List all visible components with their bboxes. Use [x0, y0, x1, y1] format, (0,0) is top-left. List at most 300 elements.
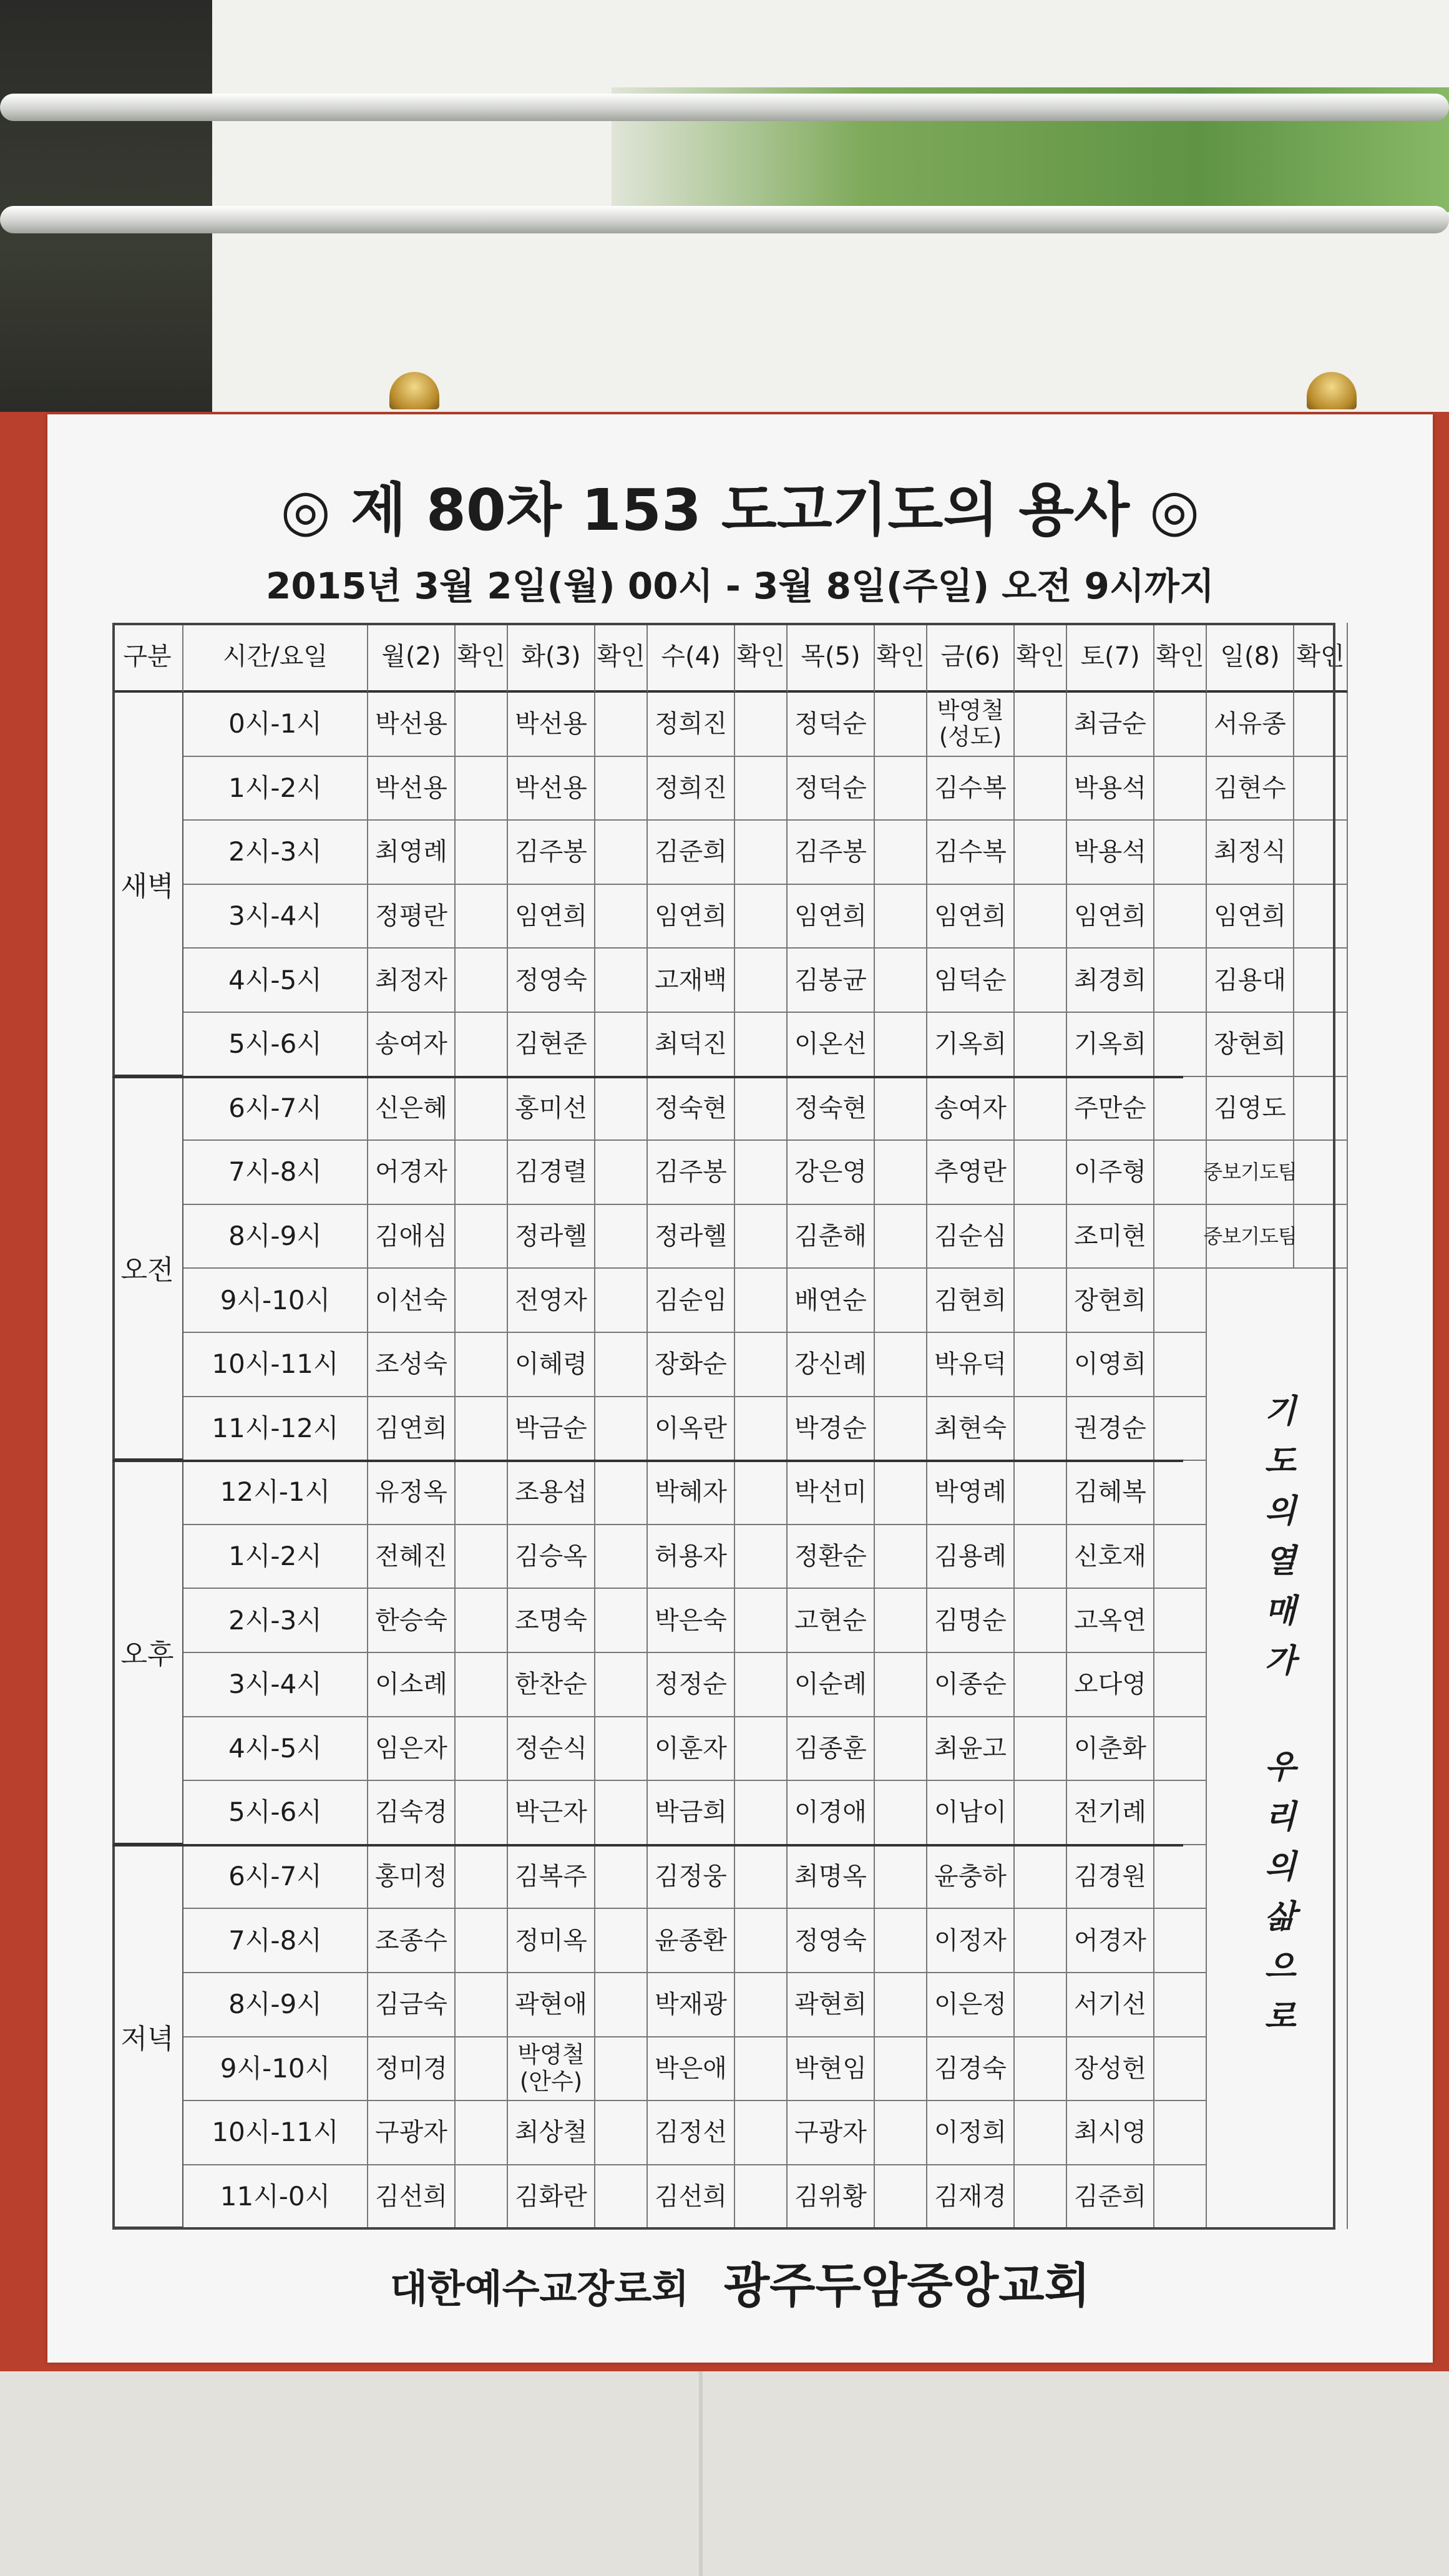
check-cell [1015, 1653, 1067, 1717]
schedule-cell-sat: 장현희 [1067, 1269, 1154, 1333]
tile-seam [699, 2371, 703, 2576]
check-cell [1294, 1205, 1348, 1269]
schedule-cell-tue: 김승옥 [508, 1525, 595, 1589]
time-slot-cell: 10시-11시 [183, 2101, 368, 2165]
schedule-cell-fri: 김재경 [927, 2165, 1015, 2230]
schedule-cell-wed: 정라헬 [648, 1205, 735, 1269]
check-cell [456, 821, 508, 885]
check-cell [735, 1397, 788, 1461]
curtain-rod-top [0, 94, 1449, 121]
schedule-cell-mon: 김선희 [368, 2165, 456, 2230]
check-cell [595, 1909, 648, 1973]
schedule-cell-mon: 김금숙 [368, 1973, 456, 2037]
check-cell [735, 1525, 788, 1589]
schedule-cell-tue: 김경렬 [508, 1141, 595, 1205]
schedule-cell-wed: 박은숙 [648, 1589, 735, 1653]
schedule-cell-sun: 김현수 [1207, 757, 1294, 821]
schedule-cell-tue: 박근자 [508, 1781, 595, 1845]
schedule-cell-sat: 임연희 [1067, 885, 1154, 949]
time-slot-cell: 1시-2시 [183, 1525, 368, 1589]
check-cell [456, 1525, 508, 1589]
time-slot-cell: 5시-6시 [183, 1781, 368, 1845]
check-cell [1294, 1013, 1348, 1077]
check-cell [735, 2101, 788, 2165]
schedule-cell-tue: 김화란 [508, 2165, 595, 2230]
check-cell [456, 1141, 508, 1205]
time-slot-cell: 2시-3시 [183, 821, 368, 885]
schedule-cell-fri: 김용례 [927, 1525, 1015, 1589]
check-cell [1294, 1141, 1348, 1205]
period-cell: 오후 [112, 1461, 183, 1845]
check-cell [735, 1781, 788, 1845]
schedule-cell-thu: 배연순 [788, 1269, 875, 1333]
schedule-cell-fri: 송여자 [927, 1077, 1015, 1141]
schedule-cell-thu: 김주봉 [788, 821, 875, 885]
schedule-cell-mon: 김숙경 [368, 1781, 456, 1845]
check-cell [456, 1013, 508, 1077]
check-cell [875, 885, 927, 949]
header-cell: 확인 [456, 623, 508, 693]
check-cell [735, 2037, 788, 2102]
check-cell [1015, 1845, 1067, 1910]
schedule-cell-thu: 김봉균 [788, 949, 875, 1013]
schedule-cell-wed: 박은애 [648, 2037, 735, 2102]
schedule-cell-fri: 기옥희 [927, 1013, 1015, 1077]
schedule-cell-mon: 조종수 [368, 1909, 456, 1973]
schedule-cell-tue: 박선용 [508, 757, 595, 821]
check-cell [1154, 1909, 1207, 1973]
schedule-cell-sun: 최정식 [1207, 821, 1294, 885]
check-cell [1154, 1077, 1207, 1141]
header-cell: 확인 [1294, 623, 1348, 693]
schedule-cell-fri: 임덕순 [927, 949, 1015, 1013]
check-cell [595, 1013, 648, 1077]
check-cell [875, 757, 927, 821]
schedule-cell-thu: 정영숙 [788, 1909, 875, 1973]
check-cell [595, 1077, 648, 1141]
header-cell: 수(4) [648, 623, 735, 693]
check-cell [1015, 949, 1067, 1013]
schedule-cell-mon: 정미경 [368, 2037, 456, 2102]
check-cell [735, 1461, 788, 1525]
check-cell [1015, 2037, 1067, 2102]
check-cell [875, 1333, 927, 1397]
check-cell [1294, 693, 1348, 757]
schedule-cell-tue: 정영숙 [508, 949, 595, 1013]
check-cell [1154, 2037, 1207, 2102]
check-cell [1154, 2101, 1207, 2165]
schedule-cell-sat: 박용석 [1067, 757, 1154, 821]
schedule-cell-thu: 정숙현 [788, 1077, 875, 1141]
check-cell [735, 693, 788, 757]
schedule-cell-mon: 홍미정 [368, 1845, 456, 1910]
schedule-cell-tue: 임연희 [508, 885, 595, 949]
check-cell [735, 885, 788, 949]
schedule-cell-mon: 송여자 [368, 1013, 456, 1077]
check-cell [595, 885, 648, 949]
check-cell [735, 1589, 788, 1653]
schedule-cell-thu: 김종훈 [788, 1717, 875, 1782]
schedule-cell-fri: 이정자 [927, 1909, 1015, 1973]
check-cell [1154, 1717, 1207, 1782]
header-cell: 시간/요일 [183, 623, 368, 693]
schedule-cell-fri: 임연희 [927, 885, 1015, 949]
schedule-cell-wed: 이옥란 [648, 1397, 735, 1461]
check-cell [875, 949, 927, 1013]
schedule-cell-wed: 최덕진 [648, 1013, 735, 1077]
period-cell: 새벽 [112, 693, 183, 1077]
schedule-cell-fri: 최윤고 [927, 1717, 1015, 1782]
period-cell: 저녁 [112, 1845, 183, 2230]
schedule-cell-fri: 김현희 [927, 1269, 1015, 1333]
check-cell [735, 1141, 788, 1205]
schedule-cell-fri: 이은정 [927, 1973, 1015, 2037]
header-cell: 확인 [1154, 623, 1207, 693]
poster-subtitle: 2015년 3월 2일(월) 00시 - 3월 8일(주일) 오전 9시까지 [266, 565, 1214, 607]
check-cell [456, 1269, 508, 1333]
check-cell [735, 1205, 788, 1269]
time-slot-cell: 4시-5시 [183, 949, 368, 1013]
schedule-cell-wed: 임연희 [648, 885, 735, 949]
check-cell [1154, 1013, 1207, 1077]
check-cell [595, 1525, 648, 1589]
check-cell [875, 1781, 927, 1845]
schedule-cell-tue: 정라헬 [508, 1205, 595, 1269]
check-cell [875, 2165, 927, 2230]
schedule-cell-thu: 곽현희 [788, 1973, 875, 2037]
check-cell [1154, 1589, 1207, 1653]
schedule-cell-sat: 이주형 [1067, 1141, 1154, 1205]
check-cell [456, 1845, 508, 1910]
check-cell [1294, 885, 1348, 949]
poster-title: ◎ 제 80차 153 도고기도의 용사 ◎ [280, 477, 1200, 544]
schedule-cell-sun: 김영도 [1207, 1077, 1294, 1141]
schedule-cell-mon: 한승숙 [368, 1589, 456, 1653]
schedule-cell-thu: 박선미 [788, 1461, 875, 1525]
check-cell [456, 1653, 508, 1717]
time-slot-cell: 6시-7시 [183, 1845, 368, 1910]
header-cell: 금(6) [927, 623, 1015, 693]
schedule-cell-sat: 권경순 [1067, 1397, 1154, 1461]
schedule-cell-thu: 정덕순 [788, 693, 875, 757]
schedule-cell-thu: 김위황 [788, 2165, 875, 2230]
time-slot-cell: 6시-7시 [183, 1077, 368, 1141]
check-cell [595, 757, 648, 821]
check-cell [875, 1909, 927, 1973]
check-cell [875, 1205, 927, 1269]
check-cell [1154, 2165, 1207, 2230]
church-name: 광주두암중앙교회 [723, 2258, 1091, 2313]
schedule-cell-fri: 박영철 (성도) [927, 693, 1015, 757]
check-cell [595, 2101, 648, 2165]
schedule-cell-sat: 이영희 [1067, 1333, 1154, 1397]
check-cell [595, 693, 648, 757]
schedule-cell-tue: 곽현애 [508, 1973, 595, 2037]
check-cell [456, 1461, 508, 1525]
time-slot-cell: 9시-10시 [183, 2037, 368, 2102]
check-cell [595, 2165, 648, 2230]
header-cell: 확인 [735, 623, 788, 693]
schedule-cell-sat: 김혜복 [1067, 1461, 1154, 1525]
schedule-cell-mon: 어경자 [368, 1141, 456, 1205]
check-cell [595, 821, 648, 885]
time-slot-cell: 8시-9시 [183, 1205, 368, 1269]
schedule-cell-wed: 윤종환 [648, 1909, 735, 1973]
floor-tiles [0, 2371, 1449, 2576]
schedule-cell-tue: 김현준 [508, 1013, 595, 1077]
check-cell [1015, 1141, 1067, 1205]
schedule-cell-fri: 이남이 [927, 1781, 1015, 1845]
check-cell [735, 1717, 788, 1782]
schedule-cell-sat: 서기선 [1067, 1973, 1154, 2037]
check-cell [595, 1397, 648, 1461]
schedule-cell-mon: 임은자 [368, 1717, 456, 1782]
header-cell: 구분 [112, 623, 183, 693]
curtain-rod-bottom [0, 206, 1449, 233]
motto-line-1: 기도의열매가 [1258, 1393, 1295, 1694]
time-slot-cell: 3시-4시 [183, 885, 368, 949]
check-cell [595, 1781, 648, 1845]
check-cell [1154, 1397, 1207, 1461]
schedule-cell-wed: 정희진 [648, 693, 735, 757]
schedule-cell-fri: 최현숙 [927, 1397, 1015, 1461]
time-slot-cell: 11시-0시 [183, 2165, 368, 2230]
schedule-cell-wed: 박혜자 [648, 1461, 735, 1525]
check-cell [1015, 1333, 1067, 1397]
schedule-cell-mon: 조성숙 [368, 1333, 456, 1397]
check-cell [456, 757, 508, 821]
time-slot-cell: 1시-2시 [183, 757, 368, 821]
check-cell [735, 1973, 788, 2037]
schedule-cell-fri: 추영란 [927, 1141, 1015, 1205]
schedule-cell-thu: 박현임 [788, 2037, 875, 2102]
check-cell [1294, 949, 1348, 1013]
schedule-cell-fri: 김명순 [927, 1589, 1015, 1653]
check-cell [1154, 1973, 1207, 2037]
schedule-cell-thu: 정환순 [788, 1525, 875, 1589]
schedule-cell-tue: 최상철 [508, 2101, 595, 2165]
schedule-cell-tue: 박금순 [508, 1397, 595, 1461]
schedule-cell-sat: 최시영 [1067, 2101, 1154, 2165]
check-cell [1015, 1717, 1067, 1782]
check-cell [1015, 1013, 1067, 1077]
schedule-cell-fri: 이정희 [927, 2101, 1015, 2165]
schedule-cell-sat: 장성헌 [1067, 2037, 1154, 2102]
check-cell [1015, 693, 1067, 757]
schedule-cell-mon: 박선용 [368, 757, 456, 821]
schedule-cell-mon: 이선숙 [368, 1269, 456, 1333]
time-slot-cell: 8시-9시 [183, 1973, 368, 2037]
check-cell [1154, 885, 1207, 949]
check-cell [595, 1589, 648, 1653]
check-cell [1154, 1205, 1207, 1269]
check-cell [595, 1461, 648, 1525]
schedule-cell-sat: 최경희 [1067, 949, 1154, 1013]
time-slot-cell: 11시-12시 [183, 1397, 368, 1461]
check-cell [595, 1845, 648, 1910]
header-cell: 화(3) [508, 623, 595, 693]
schedule-cell-wed: 박재광 [648, 1973, 735, 2037]
schedule-cell-thu: 이순례 [788, 1653, 875, 1717]
check-cell [1154, 1333, 1207, 1397]
header-cell: 월(2) [368, 623, 456, 693]
check-cell [875, 821, 927, 885]
check-cell [1154, 1461, 1207, 1525]
check-cell [1154, 1141, 1207, 1205]
check-cell [595, 1973, 648, 2037]
header-cell: 일(8) [1207, 623, 1294, 693]
schedule-cell-mon: 최정자 [368, 949, 456, 1013]
check-cell [595, 1205, 648, 1269]
check-cell [456, 1909, 508, 1973]
schedule-cell-thu: 박경순 [788, 1397, 875, 1461]
schedule-cell-tue: 전영자 [508, 1269, 595, 1333]
check-cell [735, 2165, 788, 2230]
check-cell [1015, 1781, 1067, 1845]
check-cell [595, 949, 648, 1013]
schedule-cell-fri: 박영례 [927, 1461, 1015, 1525]
check-cell [875, 1141, 927, 1205]
time-slot-cell: 10시-11시 [183, 1333, 368, 1397]
schedule-cell-tue: 이혜령 [508, 1333, 595, 1397]
schedule-cell-wed: 김준희 [648, 821, 735, 885]
check-cell [456, 1589, 508, 1653]
check-cell [735, 1333, 788, 1397]
check-cell [595, 1269, 648, 1333]
schedule-cell-fri: 김수복 [927, 757, 1015, 821]
schedule-cell-sun: 김용대 [1207, 949, 1294, 1013]
schedule-cell-fri: 김경숙 [927, 2037, 1015, 2102]
check-cell [456, 885, 508, 949]
check-cell [456, 1205, 508, 1269]
check-cell [456, 2165, 508, 2230]
prayer-schedule-poster [47, 414, 1433, 2363]
check-cell [875, 2037, 927, 2102]
schedule-cell-mon: 박선용 [368, 693, 456, 757]
check-cell [1015, 1269, 1067, 1333]
check-cell [456, 1973, 508, 2037]
schedule-cell-sat: 김경원 [1067, 1845, 1154, 1910]
schedule-cell-sat: 이춘화 [1067, 1717, 1154, 1782]
poster-footer [47, 2248, 1433, 2316]
check-cell [1154, 1781, 1207, 1845]
schedule-cell-sat: 김준희 [1067, 2165, 1154, 2230]
check-cell [1154, 1653, 1207, 1717]
schedule-cell-sat: 어경자 [1067, 1909, 1154, 1973]
schedule-cell-mon: 구광자 [368, 2101, 456, 2165]
schedule-cell-sat: 신호재 [1067, 1525, 1154, 1589]
check-cell [456, 1397, 508, 1461]
schedule-cell-mon: 이소례 [368, 1653, 456, 1717]
schedule-cell-tue: 조용섭 [508, 1461, 595, 1525]
schedule-cell-sun: 임연희 [1207, 885, 1294, 949]
check-cell [1015, 1205, 1067, 1269]
check-cell [456, 2037, 508, 2102]
check-cell [456, 1717, 508, 1782]
schedule-cell-thu: 정덕순 [788, 757, 875, 821]
schedule-cell-sun: 중보기도팀 [1207, 1205, 1294, 1269]
time-slot-cell: 5시-6시 [183, 1013, 368, 1077]
schedule-cell-thu: 임연희 [788, 885, 875, 949]
time-slot-cell: 9시-10시 [183, 1269, 368, 1333]
check-cell [1015, 1973, 1067, 2037]
schedule-cell-sun: 중보기도팀 [1207, 1141, 1294, 1205]
check-cell [1154, 1845, 1207, 1910]
check-cell [875, 1269, 927, 1333]
schedule-cell-tue: 홍미선 [508, 1077, 595, 1141]
schedule-cell-mon: 최영례 [368, 821, 456, 885]
schedule-cell-wed: 김정선 [648, 2101, 735, 2165]
check-cell [595, 1717, 648, 1782]
check-cell [735, 1909, 788, 1973]
check-cell [735, 821, 788, 885]
time-slot-cell: 7시-8시 [183, 1141, 368, 1205]
period-divider [112, 1076, 1183, 1078]
schedule-cell-wed: 김선희 [648, 2165, 735, 2230]
check-cell [875, 2101, 927, 2165]
check-cell [595, 1333, 648, 1397]
check-cell [735, 1845, 788, 1910]
schedule-cell-sat: 조미현 [1067, 1205, 1154, 1269]
check-cell [1015, 885, 1067, 949]
check-cell [875, 1973, 927, 2037]
time-slot-cell: 3시-4시 [183, 1653, 368, 1717]
schedule-cell-sat: 주만순 [1067, 1077, 1154, 1141]
check-cell [595, 1141, 648, 1205]
check-cell [1015, 1397, 1067, 1461]
check-cell [875, 1525, 927, 1589]
check-cell [1015, 1589, 1067, 1653]
check-cell [1015, 1525, 1067, 1589]
schedule-cell-tue: 김복주 [508, 1845, 595, 1910]
check-cell [875, 1077, 927, 1141]
schedule-cell-wed: 정정순 [648, 1653, 735, 1717]
schedule-cell-tue: 조명숙 [508, 1589, 595, 1653]
check-cell [735, 757, 788, 821]
schedule-cell-sat: 오다영 [1067, 1653, 1154, 1717]
check-cell [735, 1077, 788, 1141]
check-cell [1294, 1077, 1348, 1141]
schedule-cell-thu: 이온선 [788, 1013, 875, 1077]
check-cell [456, 1781, 508, 1845]
schedule-cell-fri: 박유덕 [927, 1333, 1015, 1397]
time-slot-cell: 4시-5시 [183, 1717, 368, 1782]
schedule-cell-sat: 고옥연 [1067, 1589, 1154, 1653]
check-cell [456, 693, 508, 757]
motto-line-2: 우리의삶으로 [1258, 1749, 1295, 2049]
schedule-cell-tue: 정미옥 [508, 1909, 595, 1973]
check-cell [735, 1653, 788, 1717]
check-cell [735, 949, 788, 1013]
schedule-cell-mon: 전혜진 [368, 1525, 456, 1589]
schedule-cell-wed: 이훈자 [648, 1717, 735, 1782]
check-cell [456, 1077, 508, 1141]
schedule-cell-tue: 박선용 [508, 693, 595, 757]
time-slot-cell: 7시-8시 [183, 1909, 368, 1973]
check-cell [735, 1013, 788, 1077]
schedule-cell-fri: 김순심 [927, 1205, 1015, 1269]
check-cell [595, 1653, 648, 1717]
vertical-motto [1207, 1269, 1348, 2229]
check-cell [1154, 949, 1207, 1013]
schedule-cell-sun: 장현희 [1207, 1013, 1294, 1077]
schedule-cell-fri: 윤충하 [927, 1845, 1015, 1910]
denomination-name: 대한예수교장로회 [389, 2266, 690, 2311]
check-cell [1154, 821, 1207, 885]
header-cell: 목(5) [788, 623, 875, 693]
schedule-cell-fri: 김수복 [927, 821, 1015, 885]
schedule-cell-mon: 김애심 [368, 1205, 456, 1269]
